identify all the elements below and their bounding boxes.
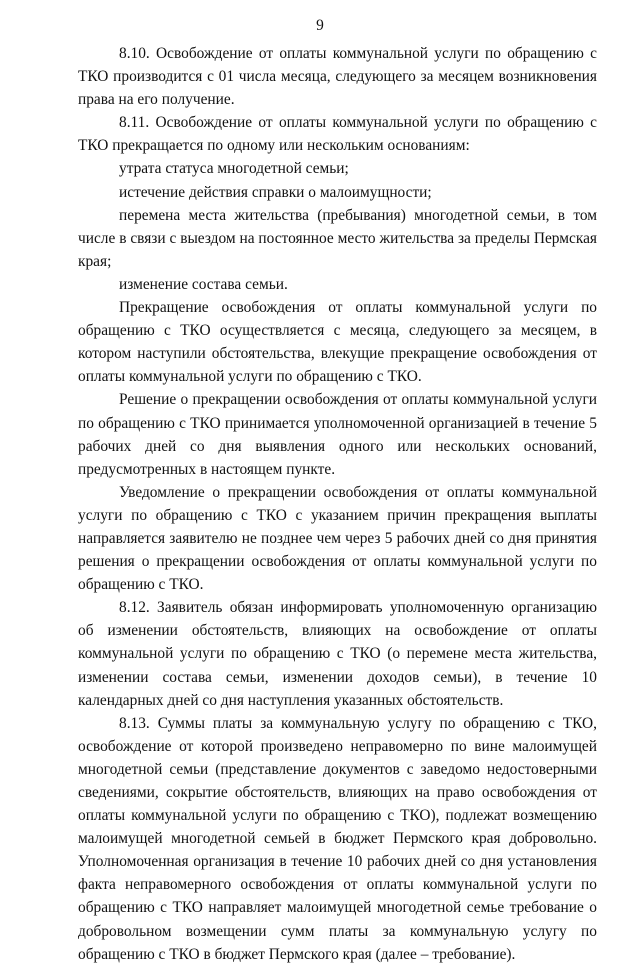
- paragraph-8-10: 8.10. Освобождение от оплаты коммунальной услуги по обращению с ТКО производится с 01 числа месяца, следующего за месяцем возникновения права на его получение.: [78, 45, 597, 109]
- list-item: перемена места жительства (пребывания) многодетной семьи, в том числе в связи с выездом на постоянное место жительства за пределы Пермская края;: [78, 206, 597, 270]
- list-item: истечение действия справки о малоимущности;: [119, 183, 432, 201]
- list-item: утрата статуса многодетной семьи;: [119, 160, 349, 178]
- paragraph-8-11: 8.11. Освобождение от оплаты коммунальной услуги по обращению с ТКО прекращается по одному или нескольким основаниям:: [78, 114, 597, 155]
- paragraph: Уведомление о прекращении освобождения от оплаты коммунальной услуги по обращению с ТКО с указанием причин прекращения выплаты направляется заявителю не позднее чем через 5 рабочих дней со дня принятия решения о прекращении освобождения от оплаты коммунальной услуги по обращению с ТКО.: [78, 483, 597, 594]
- paragraph: Решение о прекращении освобождения от оплаты коммунальной услуги по обращению с ТКО принимается уполномоченной организацией в течение 5 рабочих дней со дня выявления одного или нескольких оснований, предусмотренных в настоящем пункте.: [78, 391, 597, 478]
- list-item: изменение состава семьи.: [119, 275, 288, 293]
- paragraph-8-12: 8.12. Заявитель обязан информировать уполномоченную организацию об изменении обстоятельств, влияющих на освобождение от оплаты коммунальной услуги по обращению с ТКО (о перемене места жительства, изменении состава семьи, изменении доходов семьи), в течение 10 календарных дней со дня наступления указанных обстоятельств.: [78, 599, 597, 709]
- document-body: [78, 42, 597, 966]
- paragraph: Прекращение освобождения от оплаты коммунальной услуги по обращению с ТКО осуществляется с месяца, следующего за месяцем, в котором наступили обстоятельства, влекущие прекращение освобождения от оплаты коммунальной услуги по обращению с ТКО.: [78, 299, 597, 386]
- page-number: 9: [316, 17, 324, 34]
- paragraph-8-13: 8.13. Суммы платы за коммунальную услугу по обращению с ТКО, освобождение от которой произведено неправомерно по вине малоимущей многодетной семьи (представление документов с заведомо недостоверными сведениями, сокрытие обстоятельств, влияющих на право освобождения от оплаты коммунальной услуги по обращению с ТКО), подлежат возмещению малоимущей многодетной семьей в бюджет Пермского края добровольно. Уполномоченная организация в течение 10 рабочих дней со дня установления факта неправомерного освобождения от оплаты коммунальной услуги по обращению с ТКО направляет малоимущей многодетной семье требование о добровольном возмещении сумм платы за коммунальную услугу по обращению с ТКО в бюджет Пермского края (далее – требование).: [78, 714, 597, 963]
